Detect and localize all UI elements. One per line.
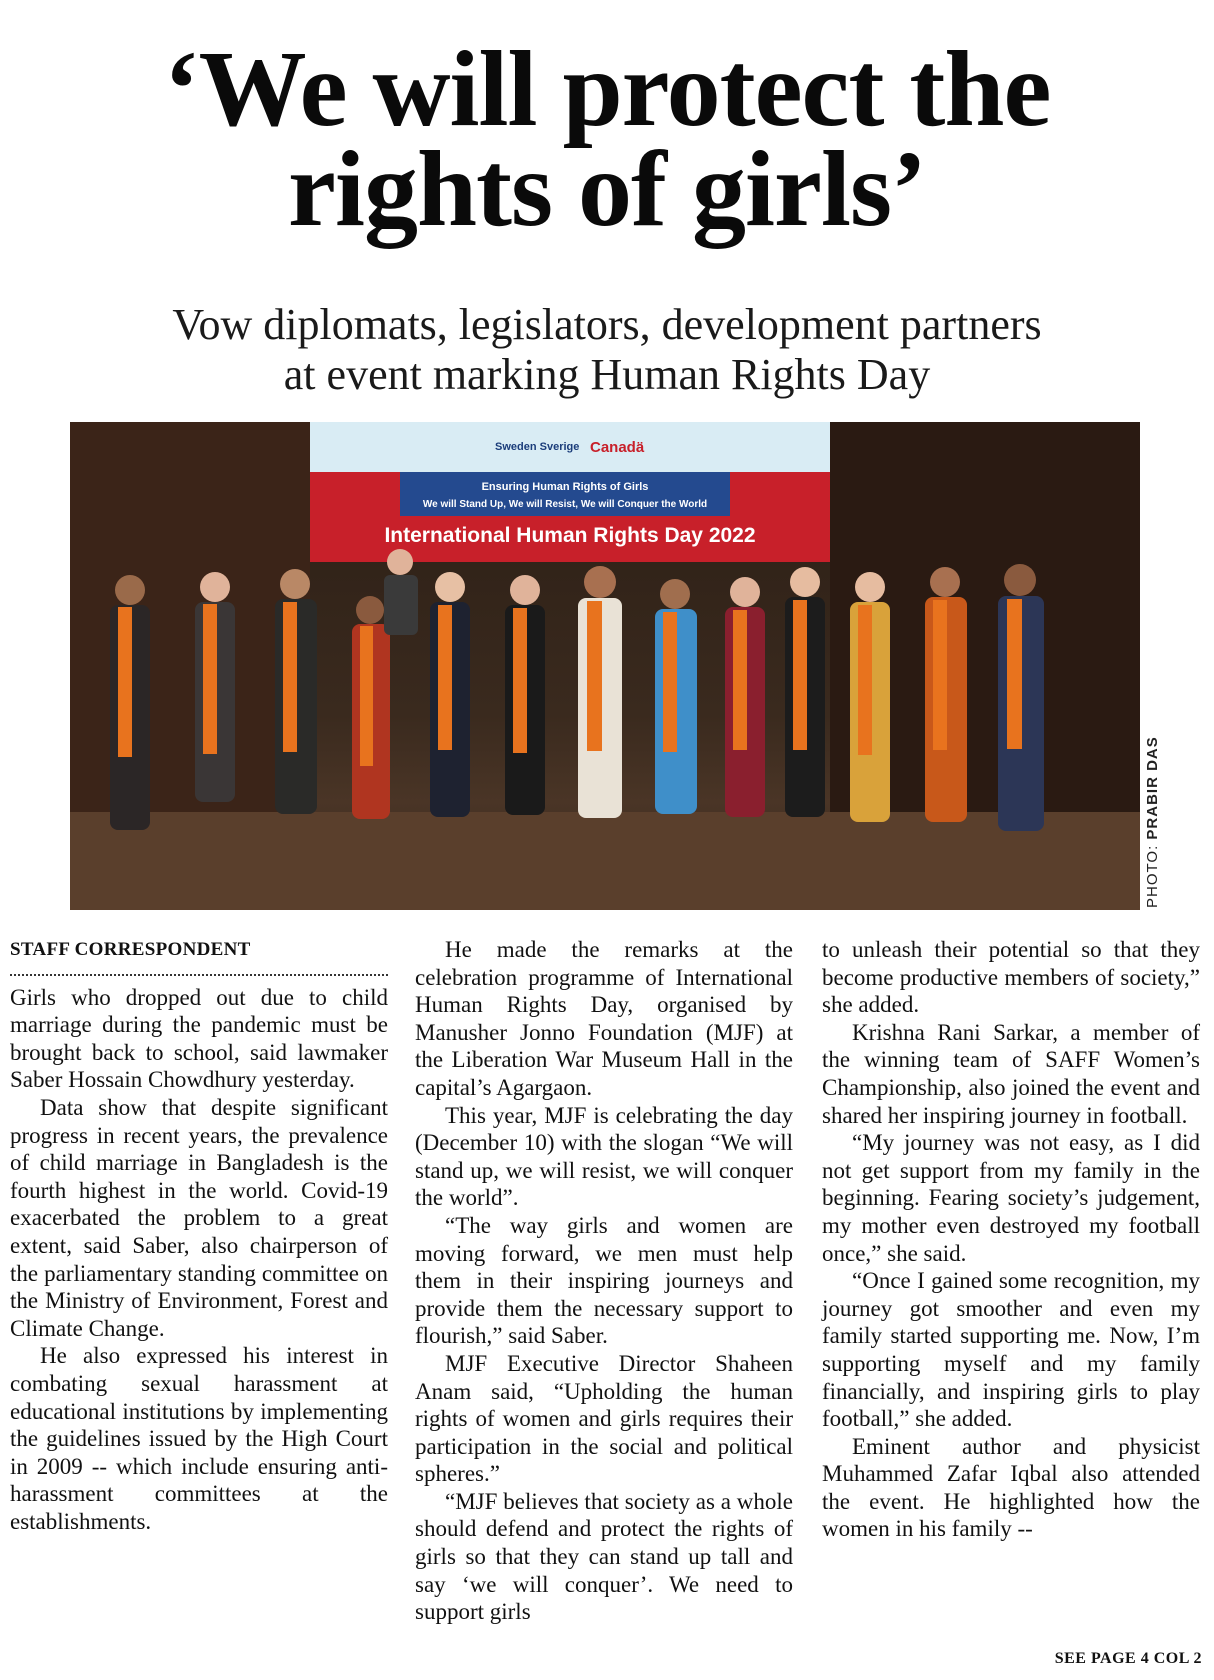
paragraph: “My journey was not easy, as I did not get support from my family in the beginning. Fearing society’s judgement, my mother even destroyed my football once,” she said. [822, 1130, 1200, 1266]
paragraph: He also expressed his interest in combating sexual harassment at educational institutions by implementing the guidelines issued by the High Court in 2009 -- which include ensuring anti-harassment committees at the establishments. [10, 1343, 388, 1534]
article-column-1 [10, 936, 388, 1535]
paragraph: “MJF believes that society as a whole should defend and protect the rights of girls so that they can stand up tall and say ‘we will conquer’. We need to support girls [415, 1488, 793, 1625]
paragraph: to unleash their potential so that they become productive members of society,” she added. [822, 937, 1200, 1018]
subheadline-line-1: Vow diplomats, legislators, development partners [172, 300, 1042, 349]
paragraph: Girls who dropped out due to child marriage during the pandemic must be brought back to school, said lawmaker Saber Hossain Chowdhury yesterday. [10, 984, 388, 1093]
paragraph: Eminent author and physicist Muhammed Zafar Iqbal also attended the event. He highlighted how the women in his family -- [822, 1433, 1200, 1542]
paragraph: MJF Executive Director Shaheen Anam said, “Upholding the human rights of women and girls requires their participation in the social and political spheres.” [415, 1350, 793, 1487]
person [384, 549, 418, 635]
paragraph: This year, MJF is celebrating the day (December 10) with the slogan “We will stand up, we will resist, we will conquer the world”. [415, 1102, 793, 1211]
byline: STAFF CORRESPONDENT [10, 936, 388, 976]
person [785, 567, 825, 817]
banner-slogan-line-1: Ensuring Human Rights of Girls [481, 481, 649, 493]
logo-canada: Canadä [590, 439, 645, 456]
banner-title: International Human Rights Day 2022 [384, 524, 756, 547]
paragraph: “Once I gained some recognition, my journey got smoother and even my family started supporting me. Now, I’m supporting myself and my family financially, and inspiring girls to play football,” she added. [822, 1268, 1200, 1432]
paragraph: He made the remarks at the celebration programme of International Human Rights Day, organised by Manusher Jonno Foundation (MJF) at the Liberation War Museum Hall in the capital’s Agargaon. [415, 937, 793, 1100]
event-photo [70, 422, 1140, 910]
paragraph: “The way girls and women are moving forward, we men must help them in their inspiring journeys and provide them the necessary support to flourish,” said Saber. [415, 1212, 793, 1349]
photo-credit-name: PRABIR DAS [1144, 736, 1161, 840]
paragraph: Data show that despite significant progress in recent years, the prevalence of child marriage in Bangladesh is the fourth highest in the world. Covid-19 exacerbated the problem to a great extent, said Saber, also chairperson of the parliamentary standing committee on the Ministry of Environment, Forest and Climate Change. [10, 1094, 388, 1341]
photo-credit-label: PHOTO: [1144, 839, 1161, 908]
person [655, 579, 697, 814]
person [725, 577, 765, 817]
subheadline-line-2: at event marking Human Rights Day [283, 350, 931, 399]
person [578, 566, 622, 818]
person [998, 564, 1044, 831]
photo-credit [1144, 736, 1161, 908]
banner-slogan-line-2: We will Stand Up, We will Resist, We will Conquer the World [422, 499, 708, 510]
person [505, 575, 545, 815]
headline [0, 30, 1214, 249]
left-curtain [70, 422, 310, 822]
article-column-3 [822, 936, 1200, 1543]
person [925, 567, 967, 822]
person [195, 572, 235, 802]
article-column-2 [415, 936, 793, 1626]
person [430, 572, 470, 817]
continued-on-link[interactable]: SEE PAGE 4 COL 2 [1054, 1650, 1202, 1667]
person [110, 575, 150, 830]
subheadline [0, 300, 1214, 400]
headline-line-1: ‘We will protect the [163, 30, 1051, 149]
headline-line-2: rights of girls’ [288, 130, 926, 249]
event-photo-illustration [70, 422, 1140, 910]
stage-floor [70, 812, 1140, 910]
person [850, 572, 890, 822]
person [275, 569, 317, 814]
paragraph: Krishna Rani Sarkar, a member of the winning team of SAFF Women’s Championship, also joined the event and shared her inspiring journey in football. [822, 1019, 1200, 1128]
logo-sweden: Sweden Sverige [495, 441, 580, 453]
